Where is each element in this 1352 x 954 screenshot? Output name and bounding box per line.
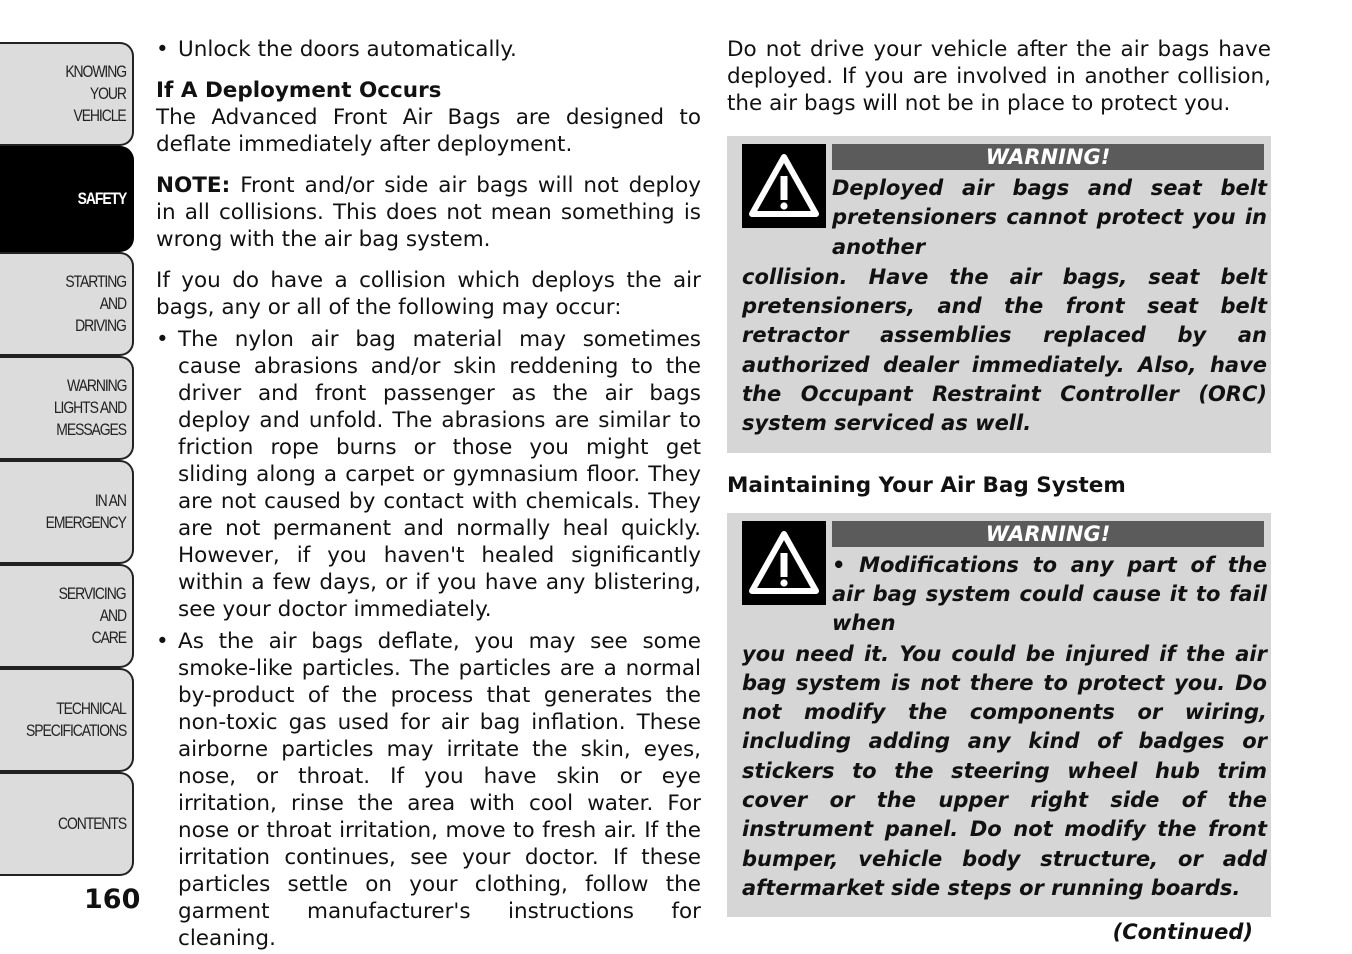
warning-title: WARNING! <box>832 144 1264 170</box>
note-text: Front and/or side air bags will not deploy in all collisions. This does not mean something is wrong with the air bag system. <box>156 173 701 252</box>
tab-starting-and-driving[interactable] <box>0 252 134 356</box>
warning-text-body: you need it. You could be injured if the air bag system is not there to protect you. Do not modify the components or wiring, including adding any kind of badges or stickers to the steering wheel hub trim cover or the upper right side of the instrument panel. Do not modify the front bumper, vehicle body structure, or add aftermarket side steps or running boards. <box>742 641 1267 900</box>
tab-servicing-and-care[interactable] <box>0 564 134 668</box>
page-number: 160 <box>84 884 141 915</box>
left-column <box>156 36 701 952</box>
warning-box-deployed-airbags <box>727 136 1271 453</box>
warning-triangle-icon <box>742 521 826 605</box>
tab-technical-specifications[interactable] <box>0 668 134 772</box>
warning-text-body: collision. Have the air bags, seat belt pretensioners, and the front seat belt retractor assemblies replaced by an authorized dealer immediately. Also, have the Occupant Restraint Controller (ORC) system serviced as well. <box>742 264 1267 436</box>
tab-label: SAFETY <box>77 189 126 208</box>
warning-triangle-icon <box>742 144 826 228</box>
warning-text-top: Deployed air bags and seat belt pretensioners cannot protect you in another <box>832 176 1267 259</box>
tab-label: LIGHTS AND <box>53 398 126 417</box>
tab-warning-lights-and-messages[interactable] <box>0 356 134 460</box>
tab-label: IN AN <box>94 491 126 510</box>
collision-intro-paragraph: If you do have a collision which deploys the air bags, any or all of the following may occur: <box>156 268 701 320</box>
tab-contents[interactable] <box>0 772 134 876</box>
deflate-paragraph: The Advanced Front Air Bags are designed to deflate immediately after deployment. <box>156 105 701 157</box>
tab-label: SERVICING <box>59 584 126 603</box>
bullet-nylon-material: • The nylon air bag material may sometimes cause abrasions and/or skin reddening to the driver and front passenger as the air bags deploy and unfold. The abrasions are similar to friction rope burns or those you might get sliding along a carpet or gymnasium floor. They are not caused by contact with chemicals. They are not permanent and normally heal quickly. However, if you haven't healed significantly within a few days, or if you have any blistering, see your doctor immediately. <box>156 326 701 623</box>
tab-label: YOUR <box>89 84 126 103</box>
bullet-smoke-particles: • As the air bags deflate, you may see some smoke-like particles. The particles are a normal by-product of the process that generates the non-toxic gas used for air bag inflation. These airborne particles may irritate the skin, eyes, nose, or throat. If you have skin or eye irritation, rinse the area with cool water. For nose or throat irritation, move to fresh air. If the irritation continues, see your doctor. If these particles settle on your clothing, follow the garment manufacturer's instructions for cleaning. <box>156 628 701 952</box>
note-label: NOTE: <box>156 173 231 198</box>
tab-label: KNOWING <box>65 62 126 81</box>
tab-label: EMERGENCY <box>45 513 126 532</box>
bullet-unlock-doors: • Unlock the doors automatically. <box>156 36 701 63</box>
note-paragraph <box>156 172 701 253</box>
tab-label: AND <box>99 606 126 625</box>
warning-box-modifications <box>727 513 1271 918</box>
tab-label: WARNING <box>66 376 126 395</box>
right-column <box>727 36 1271 946</box>
warning-text-top: • Modifications to any part of the air bag system could cause it to fail when <box>832 552 1267 636</box>
tab-in-an-emergency[interactable] <box>0 460 134 564</box>
tab-label: CONTENTS <box>57 814 126 833</box>
heading-if-deployment-occurs: If A Deployment Occurs <box>156 78 442 103</box>
tab-label: MESSAGES <box>56 420 126 439</box>
warning-title: WARNING! <box>832 521 1264 547</box>
tab-knowing-your-vehicle[interactable] <box>0 42 134 146</box>
do-not-drive-paragraph: Do not drive your vehicle after the air bags have deployed. If you are involved in another collision, the air bags will not be in place to protect you. <box>727 37 1271 116</box>
tab-label: STARTING <box>65 272 126 291</box>
tab-label: VEHICLE <box>73 106 126 125</box>
heading-maintaining-air-bag-system: Maintaining Your Air Bag System <box>727 472 1126 498</box>
tab-label: CARE <box>91 628 126 647</box>
tab-label: TECHNICAL <box>56 699 126 718</box>
tab-label: AND <box>99 294 126 313</box>
continued-label: (Continued) <box>1112 920 1253 945</box>
tab-label: SPECIFICATIONS <box>25 721 126 740</box>
tab-label: DRIVING <box>75 316 126 335</box>
tab-safety[interactable] <box>0 146 134 252</box>
